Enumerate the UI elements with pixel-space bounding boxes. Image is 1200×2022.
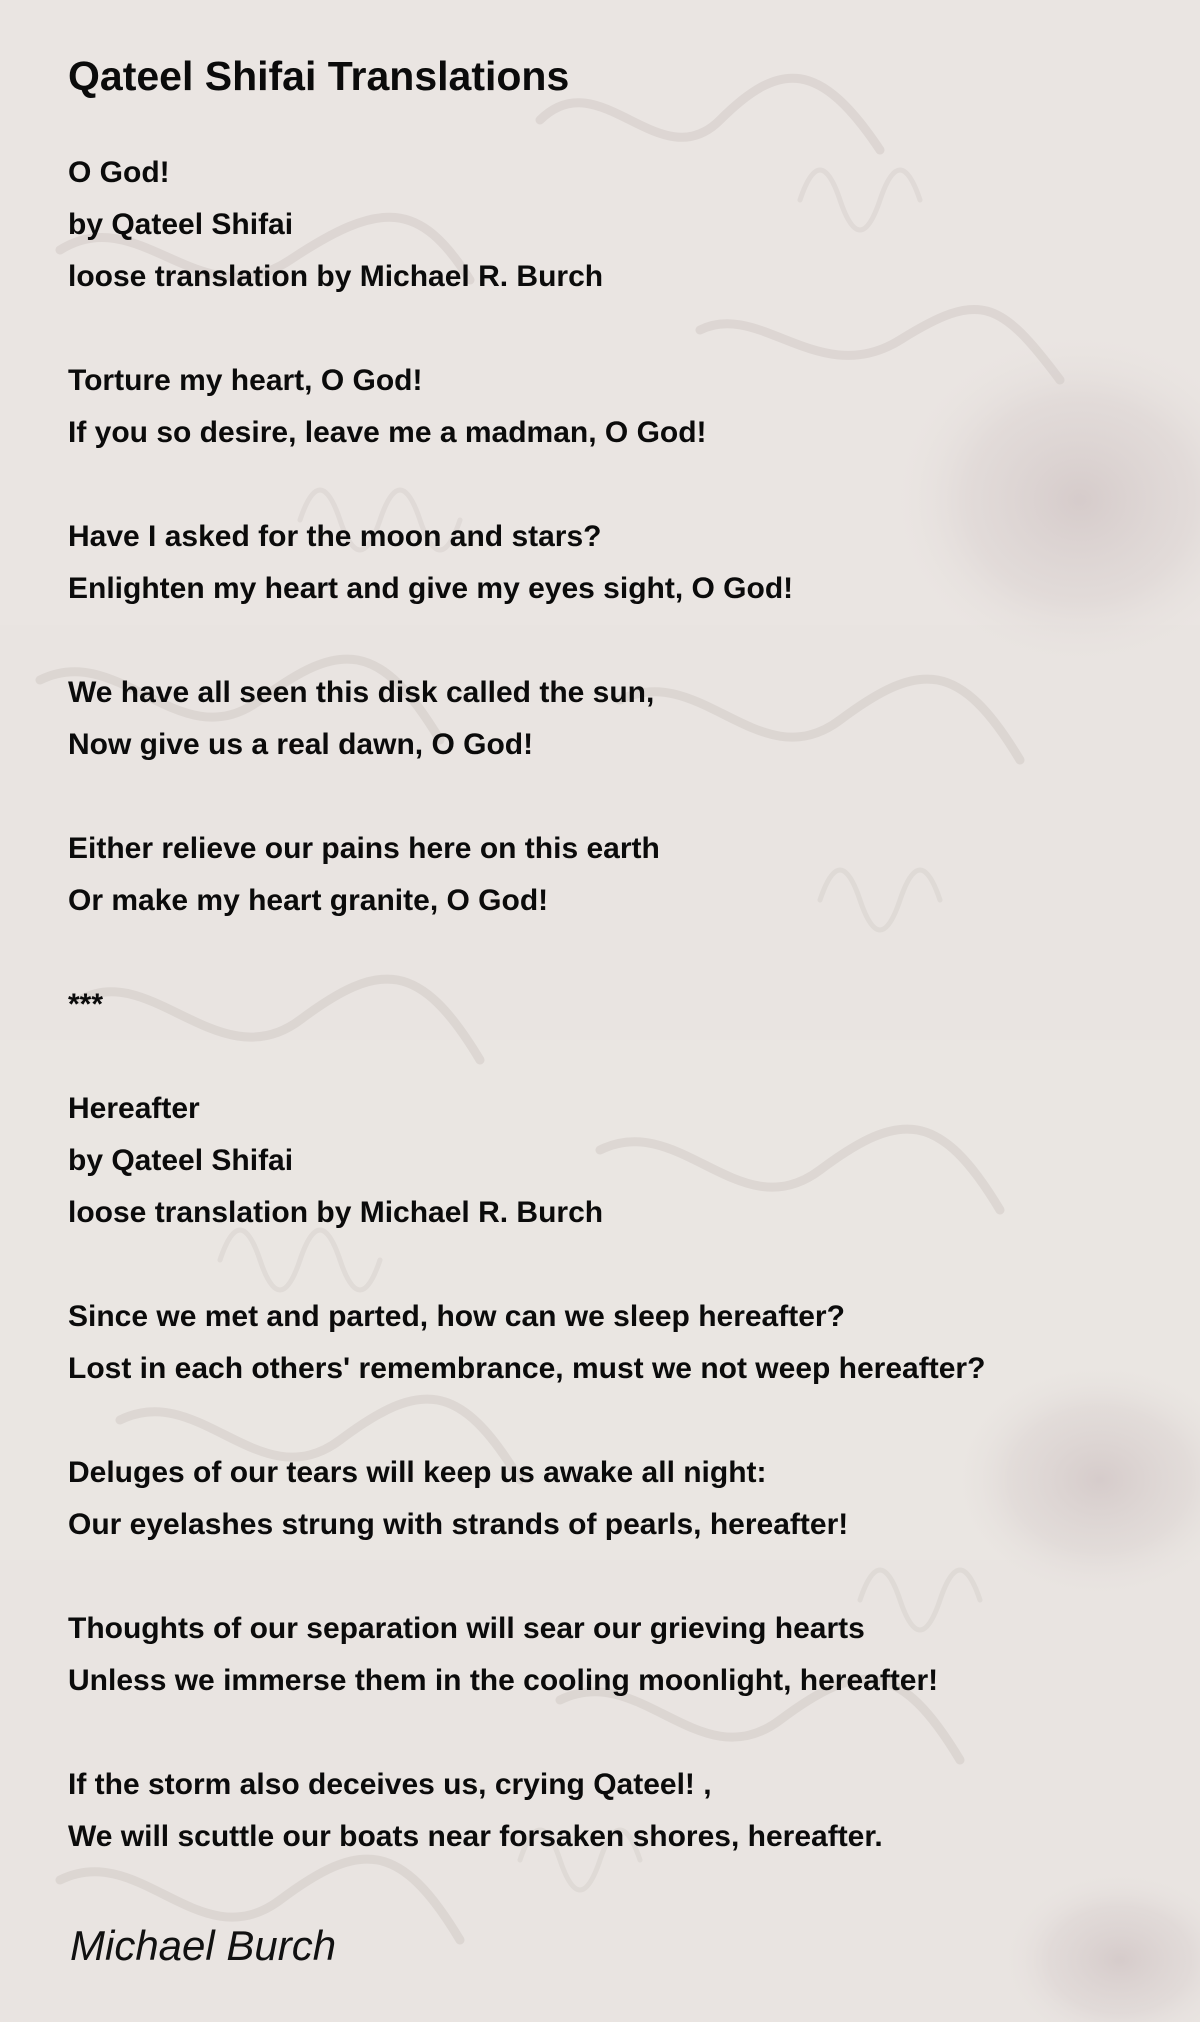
poem-line: Unless we immerse them in the cooling moonlight, hereafter! xyxy=(68,1664,939,1697)
poem-line: We have all seen this disk called the sun, xyxy=(68,676,655,709)
poem-line: If the storm also deceives us, crying Qateel! , xyxy=(68,1768,712,1801)
poem-line: by Qateel Shifai xyxy=(68,1144,294,1177)
poem-line: Our eyelashes strung with strands of pearls, hereafter! xyxy=(68,1508,849,1541)
poem-line: Enlighten my heart and give my eyes sight, O God! xyxy=(68,572,794,605)
stanza-break xyxy=(68,303,1168,355)
stanza-break xyxy=(68,1551,1168,1603)
poem-line: Or make my heart granite, O God! xyxy=(68,884,549,917)
poem-line: *** xyxy=(68,988,104,1021)
poem-body xyxy=(68,147,1168,1863)
stanza-break xyxy=(68,1031,1168,1083)
poem-line: Lost in each others' remembrance, must we not weep hereafter? xyxy=(68,1352,986,1385)
poem-line: Either relieve our pains here on this earth xyxy=(68,832,660,865)
stanza-break xyxy=(68,1395,1168,1447)
poem-line: Now give us a real dawn, O God! xyxy=(68,728,534,761)
poem-line: O God! xyxy=(68,156,170,189)
poem-line: Have I asked for the moon and stars? xyxy=(68,520,602,553)
poem-line: Torture my heart, O God! xyxy=(68,364,423,397)
poem-line: loose translation by Michael R. Burch xyxy=(68,260,604,293)
stanza-break xyxy=(68,615,1168,667)
poem-line: Hereafter xyxy=(68,1092,200,1125)
stanza-break xyxy=(68,1239,1168,1291)
stanza-break xyxy=(68,459,1168,511)
poem-line: by Qateel Shifai xyxy=(68,208,294,241)
stanza-break xyxy=(68,927,1168,979)
author-signature: Michael Burch xyxy=(70,1922,337,1969)
poem-line: If you so desire, leave me a madman, O God! xyxy=(68,416,707,449)
poem-line: Since we met and parted, how can we sleep hereafter? xyxy=(68,1300,845,1333)
poem-line: Thoughts of our separation will sear our grieving hearts xyxy=(68,1612,865,1645)
page-title: Qateel Shifai Translations xyxy=(68,53,570,99)
stanza-break xyxy=(68,771,1168,823)
poem-line: loose translation by Michael R. Burch xyxy=(68,1196,604,1229)
poem-line: We will scuttle our boats near forsaken shores, hereafter. xyxy=(68,1820,883,1853)
stanza-break xyxy=(68,1707,1168,1759)
poem-line: Deluges of our tears will keep us awake all night: xyxy=(68,1456,767,1489)
